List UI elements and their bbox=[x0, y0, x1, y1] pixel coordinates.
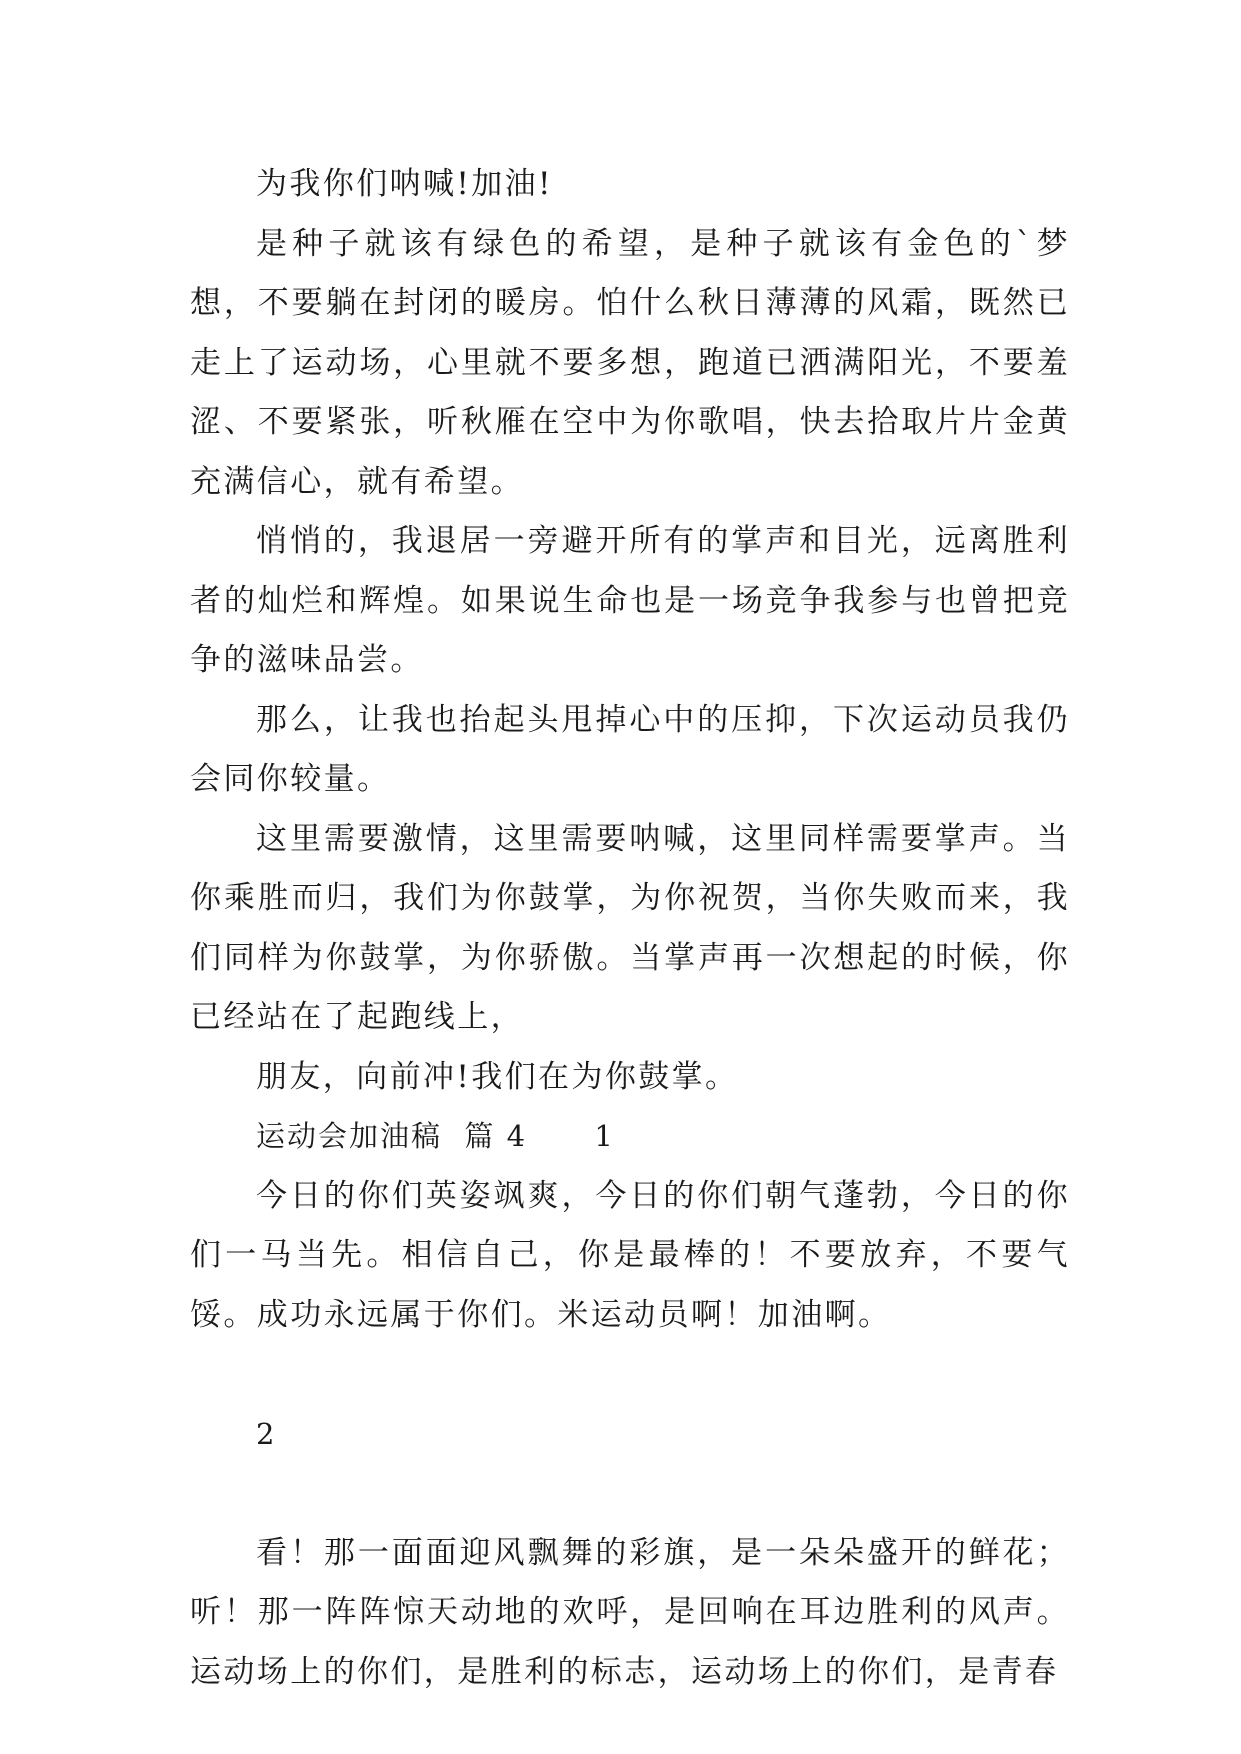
section-heading: 运动会加油稿 篇 4 1 bbox=[256, 1119, 615, 1153]
paragraph-raise-head: 那么，让我也抬起头甩掉心中的压抑，下次运动员我仍会同你较量。 bbox=[190, 701, 1070, 797]
paragraph-seed-hope: 是种子就该有绿色的希望，是种子就该有金色的`梦想，不要躺在封闭的暖房。怕什么秋日薄薄的风霜，既然已走上了运动场，心里就不要多想，跑道已洒满阳光，不要羞涩、不要紧张，听秋雁在空中为你歌唱，快去拾取片片金黄充满信心，就有希望。 bbox=[190, 225, 1070, 500]
paragraph-friend-charge: 朋友，向前冲!我们在为你鼓掌。 bbox=[256, 1058, 739, 1095]
paragraph-quietly: 悄悄的，我退居一旁避开所有的掌声和目光，远离胜利者的灿烂和辉煌。如果说生命也是一场竞争我参与也曾把竞争的滋味品尝。 bbox=[190, 523, 1070, 678]
paragraph-today: 今日的你们英姿飒爽，今日的你们朝气蓬勃，今日的你们一马当先。相信自己，你是最棒的！不要放弃，不要气馁。成功永远属于你们。米运动员啊！加油啊。 bbox=[190, 1177, 1070, 1333]
paragraph-cheer-intro: 为我你们呐喊!加油! bbox=[256, 166, 553, 202]
paragraph-look-flags: 看！那一面面迎风飘舞的彩旗，是一朵朵盛开的鲜花；听！那一阵阵惊天动地的欢呼，是回响在耳边胜利的风声。运动场上的你们，是胜利的标志，运动场上的你们，是青春 bbox=[190, 1534, 1070, 1690]
item-number: 2 bbox=[256, 1416, 277, 1451]
blank-line bbox=[190, 1464, 1070, 1524]
document-body bbox=[190, 155, 1070, 1702]
blank-line bbox=[190, 1345, 1070, 1405]
paragraph-passion: 这里需要激情，这里需要呐喊，这里同样需要掌声。当你乘胜而归，我们为你鼓掌，为你祝贺，当你失败而来，我们同样为你鼓掌，为你骄傲。当掌声再一次想起的时候，你已经站在了起跑线上， bbox=[190, 820, 1070, 1035]
